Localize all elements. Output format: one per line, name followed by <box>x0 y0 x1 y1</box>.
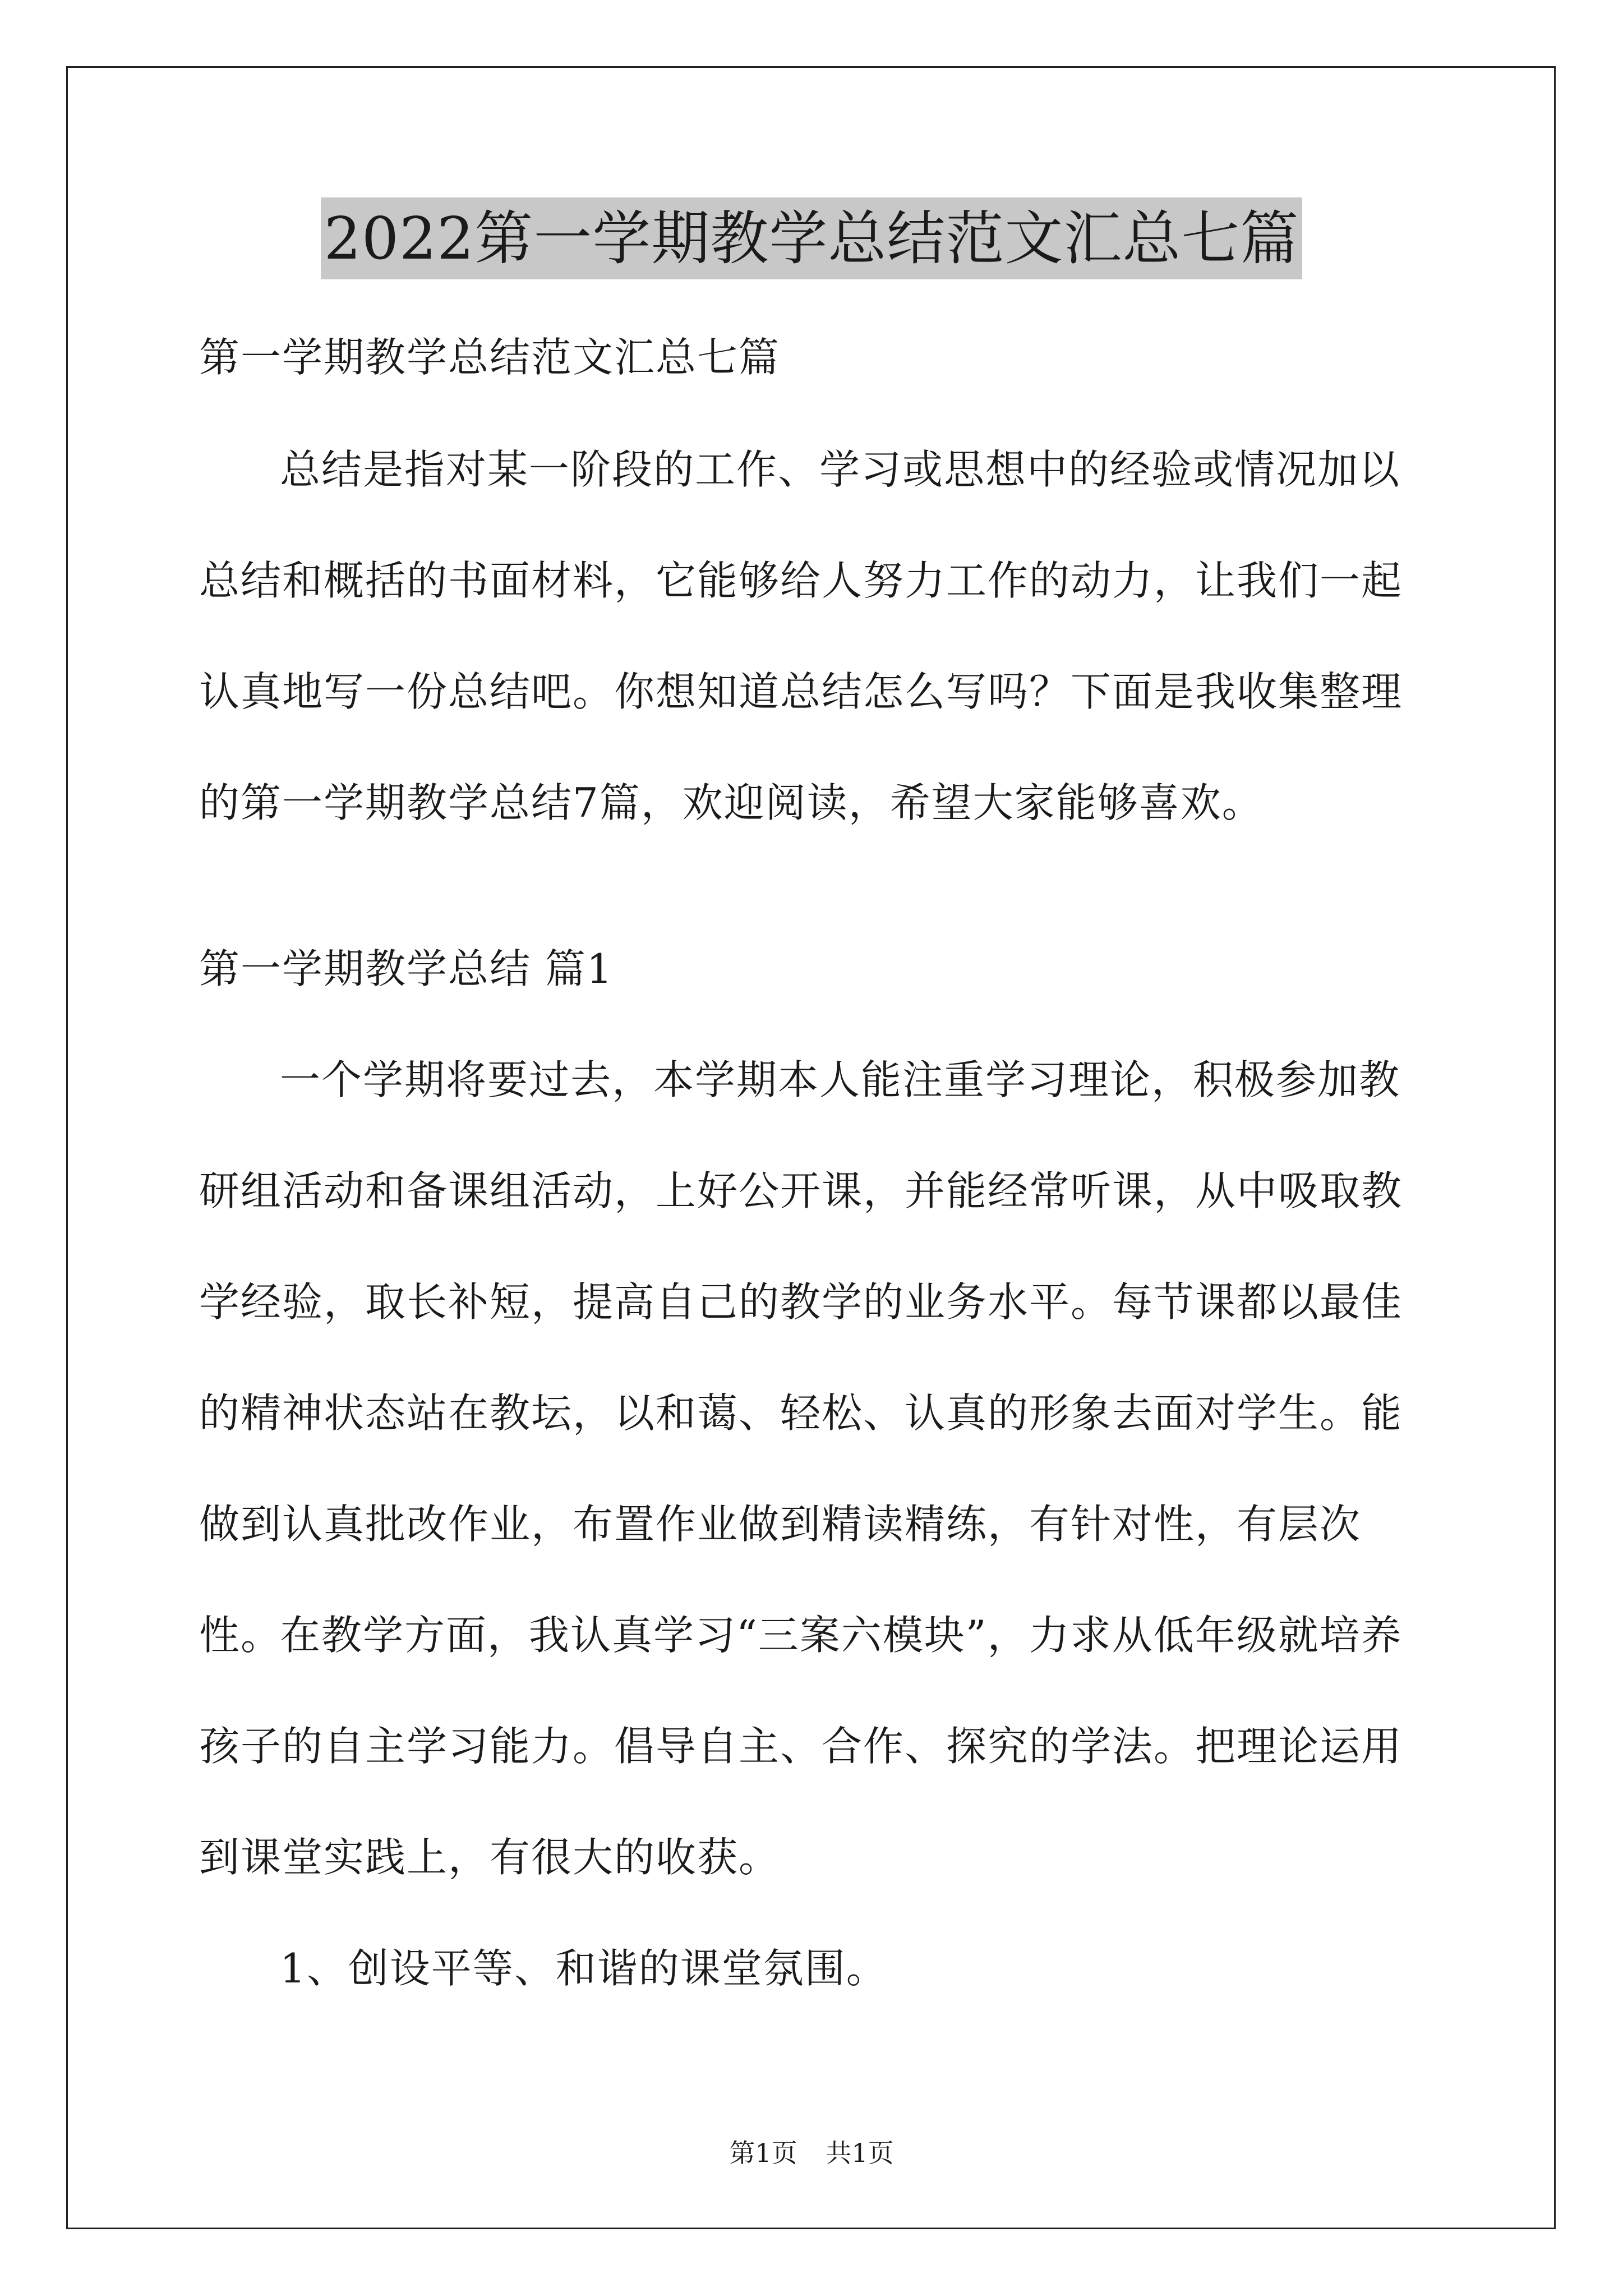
page-footer <box>0 2136 1623 2170</box>
document-title-text: 2022第一学期教学总结范文汇总七篇 <box>321 197 1303 279</box>
document-title <box>0 197 1623 282</box>
document-subtitle: 第一学期教学总结范文汇总七篇 <box>199 334 781 381</box>
section-1-paragraph-1: 一个学期将要过去，本学期本人能注重学习理论，积极参加教研组活动和备课组活动，上好公开课，并能经常听课，从中吸取教学经验，取长补短，提高自己的教学的业务水平。每节课都以最佳的精神状态站在教坛，以和蔼、轻松、认真的形象去面对学生。能做到认真批改作业，布置作业做到精读精练，有针对性，有层次性。 <box>199 1056 1403 1659</box>
page-number: 第1页 <box>729 2138 797 2168</box>
intro-paragraph: 总结是指对某一阶段的工作、学习或思想中的经验或情况加以总结和概括的书面材料，它能够给人努力工作的动力，让我们一起认真地写一份总结吧。你想知道总结怎么写吗？下面是我收集整理的第一学期教学总结7篇，欢迎阅读，希望大家能够喜欢。 <box>199 446 1403 826</box>
section-1-heading: 第一学期教学总结 篇1 <box>199 945 614 992</box>
section-1-paragraph-2: 在教学方面，我认真学习“三案六模块”，力求从低年级就培养孩子的自主学习能力。倡导自主、合作、探究的学法。把理论运用到课堂实践上，有很大的收获。 <box>199 1612 1403 1881</box>
page-total: 共1页 <box>826 2138 894 2168</box>
section-1-item-1: 1、创设平等、和谐的课堂氛围。 <box>280 1945 888 1992</box>
